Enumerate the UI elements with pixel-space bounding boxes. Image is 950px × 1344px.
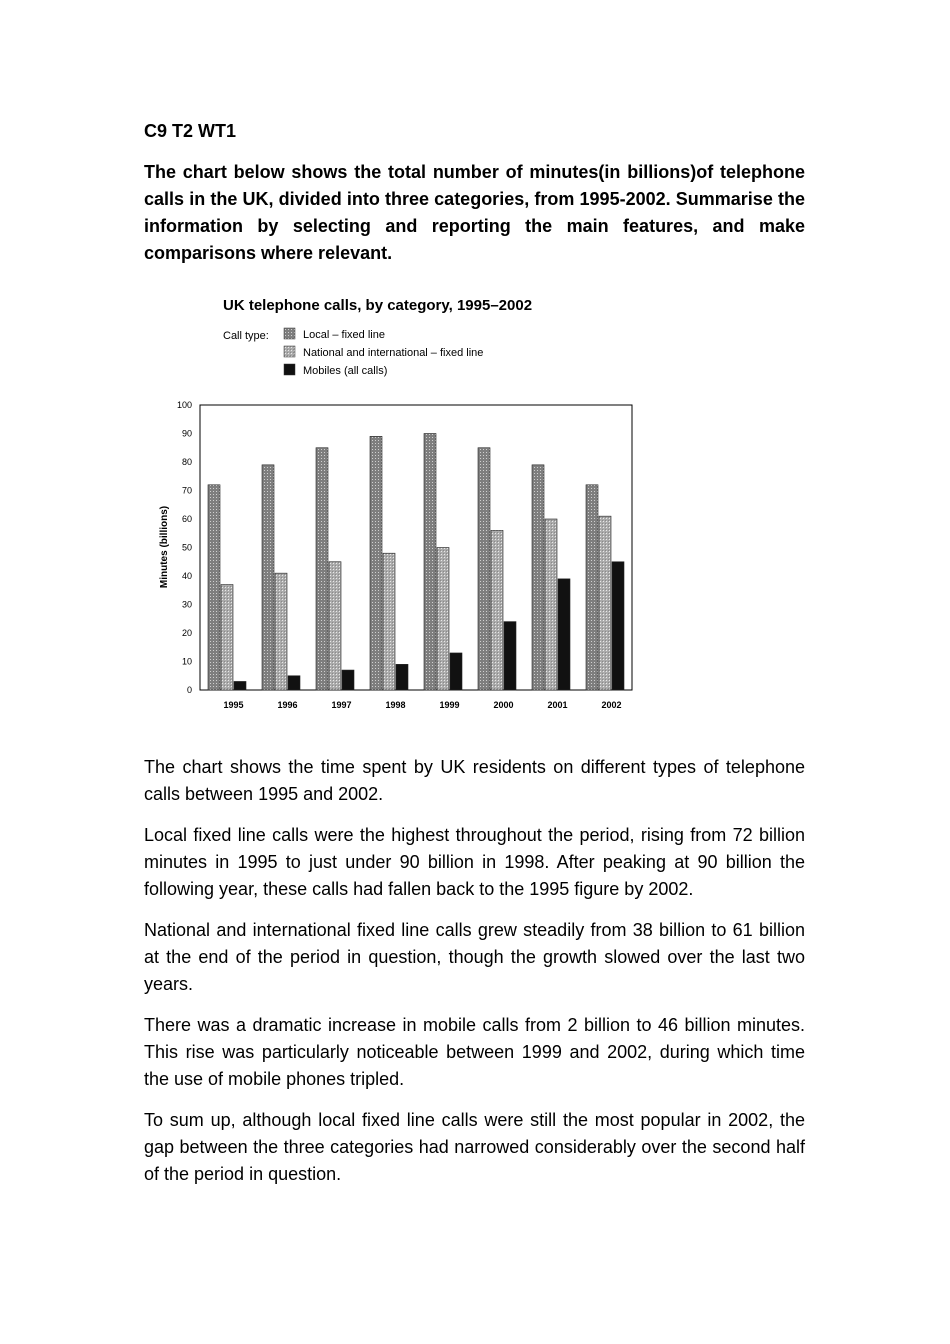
y-axis-ticks (177, 400, 192, 695)
x-tick-label-2000: 2000 (493, 700, 514, 710)
essay-paragraph-2: Local fixed line calls were the highest throughout the period, rising from 72 billion minutes in 1995 to just under 90 billion in 1998. After peaking at 90 billion the following year, these calls had fallen back to the 1995 figure by 2002. (144, 825, 805, 899)
legend-swatch-3 (284, 364, 295, 375)
essay-paragraph-4: There was a dramatic increase in mobile calls from 2 billion to 46 billion minutes. This rise was particularly noticeable between 1999 and 2002, during which time the use of mobile phones tripled. (144, 1015, 805, 1089)
y-tick-label: 100 (176, 400, 192, 410)
bar-2000-series-3 (504, 622, 516, 690)
essay-paragraph-1: The chart shows the time spent by UK residents on different types of telephone calls between 1995 and 2002. (144, 757, 805, 804)
bar-2001-series-3 (558, 579, 570, 690)
essay-paragraph-3: National and international fixed line calls grew steadily from 38 billion to 61 billion at the end of the period in question, though the growth slowed over the last two years. (144, 920, 805, 994)
y-tick-label: 0 (186, 685, 192, 695)
bar-1995-series-1 (208, 485, 220, 690)
y-tick-label: 70 (181, 485, 192, 496)
x-tick-label-2002: 2002 (601, 700, 622, 710)
x-tick-label-1996: 1996 (277, 700, 298, 710)
x-tick-label-1997: 1997 (331, 700, 352, 710)
y-tick-label: 10 (181, 656, 192, 667)
x-tick-label-1999: 1999 (439, 700, 460, 710)
bar-1997-series-2 (329, 562, 341, 690)
legend-label-3: Mobiles (all calls) (303, 365, 388, 377)
y-tick-label: 20 (181, 628, 192, 638)
essay-body (144, 754, 805, 1202)
bar-1999-series-3 (450, 653, 462, 690)
bar-1996-series-2 (275, 573, 287, 690)
bar-2001-series-2 (545, 519, 557, 690)
document-heading: C9 T2 WT1 (144, 121, 237, 141)
bar-2000-series-2 (491, 530, 503, 690)
x-tick-label-1998: 1998 (385, 700, 406, 710)
bar-1997-series-1 (316, 448, 328, 690)
bar-1997-series-3 (342, 670, 354, 690)
y-axis-label: Minutes (billions) (159, 505, 170, 589)
y-tick-label: 30 (181, 599, 192, 610)
bar-2001-series-1 (532, 465, 544, 690)
bar-chart (150, 290, 650, 720)
chart-title: UK telephone calls, by category, 1995–2002 (223, 297, 533, 314)
chart-svg (150, 290, 650, 720)
bar-2000-series-1 (478, 448, 490, 690)
bar-1995-series-3 (234, 681, 246, 690)
legend-title: Call type: (223, 330, 269, 342)
legend-swatch-2 (284, 346, 295, 357)
x-tick-label-2001: 2001 (547, 700, 568, 710)
bar-1999-series-2 (437, 548, 449, 691)
legend-label-1: Local – fixed line (303, 329, 385, 341)
chart-legend (284, 328, 483, 377)
y-tick-label: 80 (181, 457, 192, 467)
bar-1998-series-3 (396, 664, 408, 690)
essay-paragraph-5: To sum up, although local fixed line calls were still the most popular in 2002, the gap between the three categories had narrowed considerably over the second half of the period in question. (144, 1110, 805, 1184)
bar-2002-series-2 (599, 516, 611, 690)
x-tick-label-1995: 1995 (223, 700, 244, 710)
legend-label-2: National and international – fixed line (303, 347, 484, 359)
bar-2002-series-1 (586, 485, 598, 690)
y-tick-label: 40 (181, 571, 192, 581)
legend-swatch-1 (284, 328, 295, 339)
bar-1998-series-1 (370, 436, 382, 690)
bars-group (208, 434, 624, 691)
bar-1996-series-3 (288, 676, 300, 690)
bar-1996-series-1 (262, 465, 274, 690)
y-tick-label: 60 (181, 514, 192, 524)
bar-1998-series-2 (383, 553, 395, 690)
y-tick-label: 50 (181, 542, 192, 553)
bar-2002-series-3 (612, 562, 624, 690)
task-prompt: The chart below shows the total number of minutes(in billions)of telephone calls in the UK, divided into three categories, from 1995-2002. Summarise the information by selecting and reporting the main features, and make comparisons where relevant. (144, 162, 805, 263)
y-tick-label: 90 (181, 428, 192, 439)
bar-1995-series-2 (221, 585, 233, 690)
x-axis-ticks (223, 700, 621, 710)
bar-1999-series-1 (424, 434, 436, 691)
